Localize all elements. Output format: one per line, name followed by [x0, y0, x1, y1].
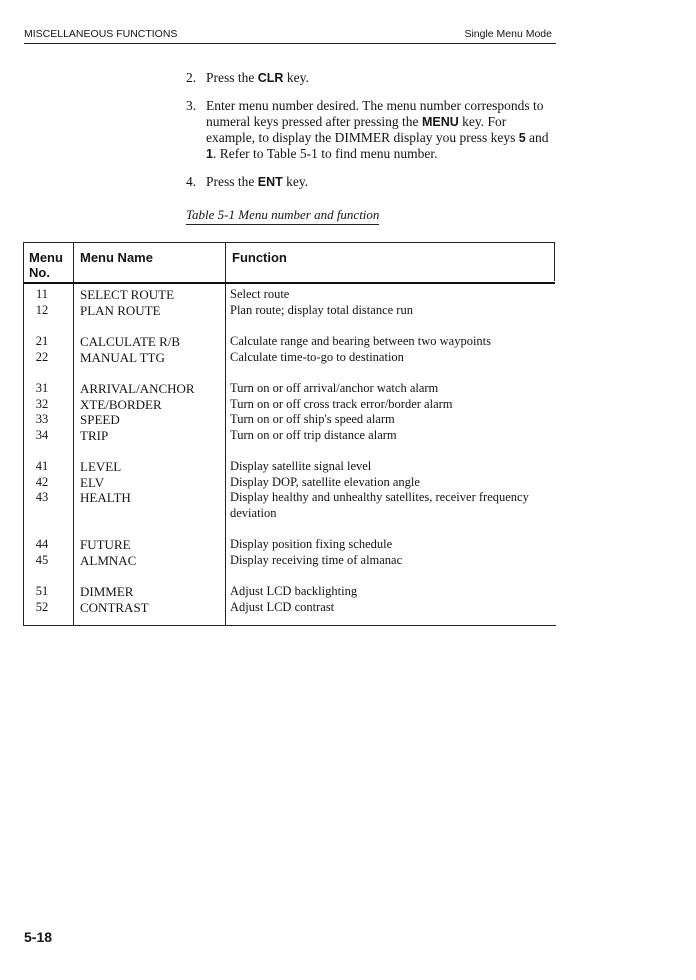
menu-function: Calculate range and bearing between two waypoints [230, 334, 492, 348]
table-row [24, 287, 555, 303]
menu-number: 45 [35, 552, 49, 567]
key-name: CLR [257, 71, 284, 85]
menu-number: 44 [35, 537, 49, 551]
menu-number: 43 [35, 490, 49, 504]
menu-function: Adjust LCD contrast [230, 599, 335, 614]
step-number: 2. [186, 70, 197, 85]
menu-name: PLAN ROUTE [80, 302, 161, 318]
step-text: . Refer to Table 5-1 to find menu number. [212, 146, 438, 161]
menu-number: 22 [35, 349, 49, 364]
menu-name: DIMMER [80, 584, 134, 599]
column-header-function: Function [232, 250, 287, 265]
table-row [24, 475, 555, 491]
table-row [24, 553, 555, 569]
table-row [24, 303, 555, 319]
menu-number: 12 [35, 302, 49, 317]
menu-name: XTE/BORDER [80, 396, 162, 412]
key-name: 1 [206, 147, 213, 161]
key-name: 5 [518, 131, 526, 145]
step-4 [182, 174, 557, 190]
menu-number: 31 [35, 381, 49, 395]
step-text: Press the [206, 174, 258, 189]
menu-number: 51 [35, 584, 49, 598]
menu-function: Turn on or off trip distance alarm [230, 427, 397, 442]
menu-name: HEALTH [80, 490, 131, 505]
table-body [24, 287, 555, 615]
menu-name: ELV [80, 474, 105, 490]
menu-name: TRIP [80, 427, 109, 443]
menu-name: CALCULATE R/B [80, 334, 181, 349]
header-mode-title: Single Menu Mode [464, 28, 552, 40]
table-row [24, 459, 555, 475]
key-name: ENT [257, 175, 283, 189]
header-section-title: MISCELLANEOUS FUNCTIONS [24, 28, 178, 40]
table-row [24, 537, 555, 553]
menu-number: 42 [35, 474, 49, 489]
table-row [24, 350, 555, 366]
menu-function: Adjust LCD backlighting [230, 584, 358, 598]
menu-number: 33 [35, 412, 49, 426]
step-text: key. [283, 70, 309, 85]
menu-function: Display position fixing schedule [230, 537, 393, 551]
menu-name: MANUAL TTG [80, 349, 165, 365]
table-row [24, 428, 555, 444]
menu-number: 11 [35, 287, 49, 301]
table-row [24, 584, 555, 600]
step-text: and [525, 130, 549, 145]
menu-number: 32 [35, 396, 49, 411]
step-text: key. [282, 174, 309, 189]
menu-function: Display satellite signal level [230, 459, 372, 473]
table-row [24, 381, 555, 397]
menu-number: 21 [35, 334, 49, 348]
menu-number: 34 [35, 427, 49, 442]
table-caption: Table 5-1 Menu number and function [186, 207, 379, 225]
menu-name: ALMNAC [80, 552, 137, 568]
menu-function: Calculate time-to-go to destination [230, 349, 404, 364]
step-3 [182, 98, 557, 162]
menu-function: Plan route; display total distance run [230, 302, 413, 317]
table-row [24, 397, 555, 413]
step-number: 4. [186, 174, 197, 189]
menu-function: Display receiving time of almanac [230, 552, 403, 567]
key-name: MENU [421, 115, 459, 129]
page-number: 5-18 [24, 929, 53, 945]
menu-number: 41 [35, 459, 49, 473]
step-text: Press the [206, 70, 258, 85]
menu-name: SPEED [80, 412, 120, 427]
step-text: key. For example, to display the DIMMER display you press keys [206, 114, 519, 145]
step-number: 3. [186, 98, 197, 113]
table-row [24, 412, 555, 428]
menu-function: Turn on or off ship's speed alarm [230, 412, 395, 426]
running-header [24, 27, 556, 44]
menu-name: ARRIVAL/ANCHOR [80, 381, 195, 396]
menu-name: CONTRAST [80, 599, 149, 615]
table-row [24, 600, 555, 616]
menu-function: Display healthy and unhealthy satellites, receiver frequency deviation [230, 490, 529, 520]
procedure-steps [182, 70, 557, 202]
menu-name: FUTURE [80, 537, 131, 552]
table-row [24, 490, 555, 521]
step-2 [182, 70, 557, 86]
menu-number: 52 [35, 599, 49, 614]
menu-function: Select route [230, 287, 290, 301]
menu-function: Turn on or off arrival/anchor watch alarm [230, 381, 439, 395]
column-header-menu-no: Menu No. [29, 250, 63, 280]
table-row [24, 334, 555, 350]
column-header-menu-name: Menu Name [80, 250, 153, 265]
step-text: Enter menu number desired. The menu number corresponds to numeral keys pressed after pressing the [206, 98, 544, 129]
menu-name: LEVEL [80, 459, 122, 474]
menu-function: Display DOP, satellite elevation angle [230, 474, 420, 489]
menu-function: Turn on or off cross track error/border alarm [230, 396, 453, 411]
menu-name: SELECT ROUTE [80, 287, 175, 302]
menu-function-table [23, 242, 555, 626]
